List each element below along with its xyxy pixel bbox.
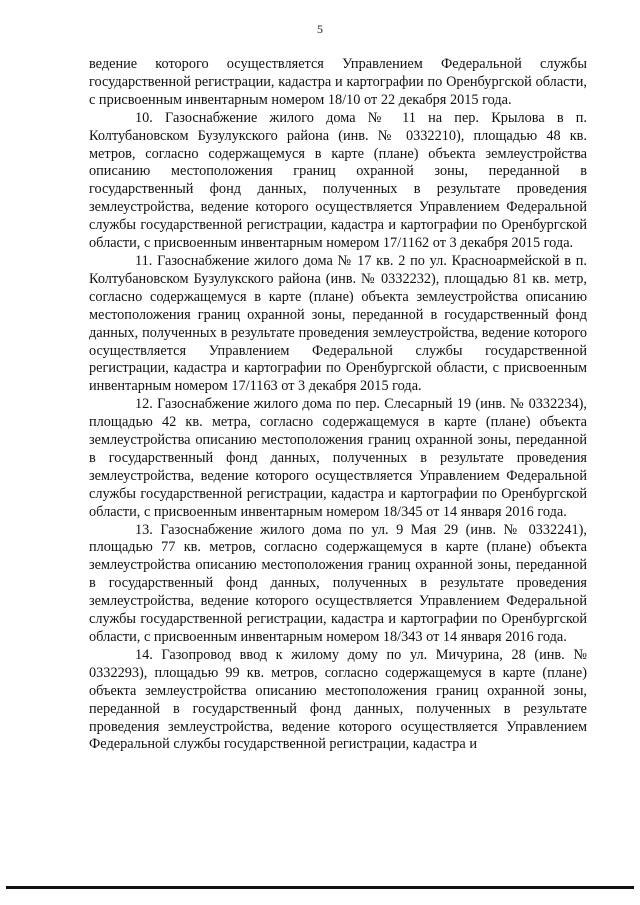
paragraph-item-12: 12. Газоснабжение жилого дома по пер. Слесарный 19 (инв. № 0332234), площадью 42 кв. метра, согласно содержащемуся в карте (плане) объекта землеустройства описанию местоположения границ охранной зоны, переданной в государственный фонд данных, полученных в результате проведения землеустройства, ведение которого осуществляется Управлением Федеральной службы государственной регистрации, кадастра и картографии по Оренбургской области, с присвоенным инвентарным номером 18/345 от 14 января 2016 года.: [89, 396, 587, 520]
paragraph-item-14: 14. Газопровод ввод к жилому дому по ул. Мичурина, 28 (инв. № 0332293), площадью 99 кв. метров, согласно содержащемуся в карте (плане) объекта землеустройства описанию местоположения границ охранной зоны, переданной в государственный фонд данных, полученных в результате проведения землеустройства, ведение которого осуществляется Управлением Федеральной службы государственной регистрации, кадастра и: [89, 646, 587, 753]
paragraph-item-11: 11. Газоснабжение жилого дома № 17 кв. 2 по ул. Красноармейской в п. Колтубановском Бузулукского района (инв. № 0332232), площадью 81 кв. метр, согласно содержащемуся в карте (плане) объекта землеустройства описанию местоположения границ охранной зоны, переданной в государственный фонд данных, полученных в результате проведения землеустройства, ведение которого осуществляется Управлением Федеральной службы государственной регистрации, кадастра и картографии по Оренбургской области, с присвоенным инвентарным номером 17/1163 от 3 декабря 2015 года.: [89, 252, 587, 395]
paragraph-item-10: 10. Газоснабжение жилого дома № 11 на пер. Крылова в п. Колтубановском Бузулукского района (инв. № 0332210), площадью 48 кв. метров, согласно содержащемуся в карте (плане) объекта землеустройства описанию местоположения границ охранной зоны, переданной в государственный фонд данных, полученных в результате проведения землеустройства, ведение которого осуществляется Управлением Федеральной службы государственной регистрации, кадастра и картографии по Оренбургской области, с присвоенным инвентарным номером 17/1162 от 3 декабря 2015 года.: [89, 109, 587, 252]
document-body: [89, 56, 587, 754]
bottom-divider: [6, 886, 634, 889]
paragraph-continuation: ведение которого осуществляется Управлением Федеральной службы государственной регистрации, кадастра и картографии по Оренбургской области, с присвоенным инвентарным номером 18/10 от 22 декабря 2015 года.: [89, 56, 587, 108]
paragraph-item-13: 13. Газоснабжение жилого дома по ул. 9 Мая 29 (инв. № 0332241), площадью 77 кв. метров, согласно содержащемуся в карте (плане) объекта землеустройства описанию местоположения границ охранной зоны, переданной в государственный фонд данных, полученных в результате проведения землеустройства, ведение которого осуществляется Управлением Федеральной службы государственной регистрации, кадастра и картографии по Оренбургской области, с присвоенным инвентарным номером 18/343 от 14 января 2016 года.: [89, 521, 587, 645]
page-number: 5: [317, 22, 323, 36]
